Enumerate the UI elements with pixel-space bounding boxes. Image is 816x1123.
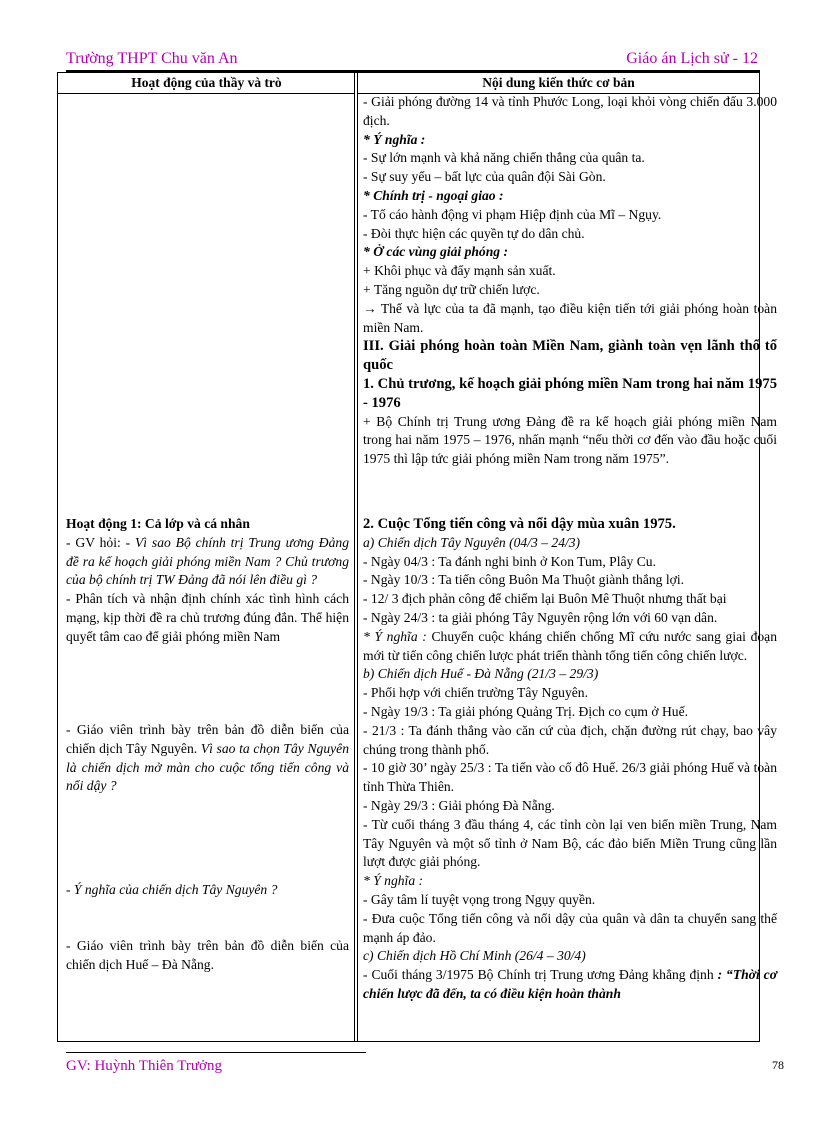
campaign-heading-hue: b) Chiến dịch Huế - Đà Nẵng (21/3 – 29/3) — [363, 666, 599, 682]
right-content-bottom — [363, 515, 777, 1004]
content-line: + Khôi phục và đẩy mạnh sản xuất. — [363, 263, 556, 279]
content-line: - 21/3 : Ta đánh thắng vào căn cứ của địch, chặn đường rút chạy, bao vây chúng trong thành phố. — [363, 722, 777, 757]
content-line: + Bộ Chính trị Trung ương Đảng đề ra kế hoạch giải phóng miền Nam trong hai năm 1975 – 1976, nhấn mạnh “nếu thời cơ đến vào đầu hoặc cuối 1975 thì lập tức giải phóng miền Nam trong năm 1975”. — [363, 413, 777, 467]
left-block-activity-1 — [66, 515, 349, 647]
content-line: - Ngày 19/3 : Ta giải phóng Quảng Trị. Địch co cụm ở Huế. — [363, 703, 689, 719]
content-line: - Đòi thực hiện các quyền tự do dân chủ. — [363, 225, 585, 241]
page-number: 78 — [772, 1058, 784, 1072]
content-line: - Ngày 04/3 : Ta đánh nghi binh ở Kon Tum, Plây Cu. — [363, 553, 656, 569]
question-text: - Vì sao Bộ chính trị Trung ương Đảng đề ra kế hoạch giải phóng miền Nam ? Chủ trương của bộ chính trị TW Đảng đã nói lên điều gì ? — [66, 534, 349, 588]
meaning-text: Chuyển cuộc kháng chiến chống Mĩ cứu nước sang giai đoạn mới từ tiến công chiến lược phát triển thành tổng tiến công chiến lược. — [363, 628, 777, 663]
presentation-question: Vì sao ta chọn Tây Nguyên là chiến dịch mở màn cho cuộc tổng tiến công và nổi dậy ? — [66, 740, 349, 794]
teacher-question — [66, 534, 349, 590]
left-block-significance — [66, 881, 349, 900]
column-divider — [354, 73, 358, 1041]
column-header-content: Nội dung kiến thức cơ bản — [358, 73, 759, 94]
presentation-text: - Giáo viên trình bày trên bản đồ diễn biến của chiến dịch Tây Nguyên. — [66, 722, 349, 756]
significance-question: - Ý nghĩa của chiến dịch Tây Nguyên ? — [66, 882, 278, 897]
teacher-name: GV: Huỳnh Thiên Trưởng — [66, 1058, 222, 1074]
content-line — [363, 966, 777, 1004]
content-line: - Sự suy yếu – bất lực của quân đội Sài Gòn. — [363, 169, 606, 185]
lesson-table — [57, 72, 777, 1042]
page-header — [66, 50, 760, 72]
content-line: - Tố cáo hành động vi phạm Hiệp định của Mĩ – Ngụy. — [363, 206, 662, 222]
left-block-taynguyen — [66, 721, 349, 796]
school-name: Trường THPT Chu văn An — [66, 50, 238, 67]
content-line: - Ngày 29/3 : Giải phóng Đà Nẵng. — [363, 797, 555, 813]
content-line: - 10 giờ 30’ ngày 25/3 : Ta tiến vào cố đô Huế. 26/3 giải phóng Huế và toàn tỉnh Thừa Thiên. — [363, 760, 777, 795]
footer-rule — [66, 1052, 366, 1053]
left-block-hue-danang — [66, 937, 349, 975]
content-line: - Ngày 24/3 : ta giải phóng Tây Nguyên rộng lớn với 60 vạn dân. — [363, 609, 718, 625]
subject-title: Giáo án Lịch sử - 12 — [626, 50, 758, 67]
section-heading-3: III. Giải phóng hoàn toàn Miền Nam, giành toàn vẹn lãnh thổ tổ quốc — [363, 338, 777, 374]
content-line: - Giải phóng đường 14 và tỉnh Phước Long, loại khỏi vòng chiến đấu 3.000 địch. — [363, 94, 777, 128]
campaign-heading-hcm: c) Chiến dịch Hồ Chí Minh (26/4 – 30/4) — [363, 948, 586, 964]
content-heading-politics: * Chính trị - ngoại giao : — [363, 187, 504, 203]
question-prefix: - GV hỏi: — [66, 534, 126, 550]
subsection-heading-1: 1. Chủ trương, kế hoạch giải phóng miền Nam trong hai năm 1975 - 1976 — [363, 375, 777, 411]
content-line — [363, 628, 777, 666]
content-line: - Sự lớn mạnh và khả năng chiến thắng của quân ta. — [363, 150, 645, 166]
content-line: - Từ cuối tháng 3 đầu tháng 4, các tỉnh còn lại ven biển miền Trung, Nam Tây Nguyên và một số tỉnh ở Nam Bộ, các đảo biển Miền Trung cũng lần lượt được giải phóng. — [363, 816, 777, 870]
campaign-heading-taynguyen: a) Chiến dịch Tây Nguyên (04/3 – 24/3) — [363, 534, 581, 550]
content-line: - 12/ 3 địch phản công để chiếm lại Buôn Mê Thuột nhưng thất bại — [363, 591, 727, 607]
hue-danang-presentation: - Giáo viên trình bày trên bản đồ diễn biến của chiến dịch Huế – Đà Nẵng. — [66, 938, 349, 972]
content-line: → Thế và lực của ta đã mạnh, tạo điều kiện tiến tới giải phóng hoàn toàn miền Nam. — [363, 300, 777, 335]
content-line: - Ngày 10/3 : Ta tiến công Buôn Ma Thuột giành thắng lợi. — [363, 572, 684, 588]
hcm-quote: : “Thời cơ chiến lược đã đến, ta có điều kiện hoàn thành — [363, 967, 777, 1001]
content-heading-liberated-areas: * Ở các vùng giải phóng : — [363, 244, 509, 260]
hcm-text: - Cuối tháng 3/1975 Bộ Chính trị Trung ương Đảng khẳng định — [363, 967, 718, 983]
content-line: + Tăng nguồn dự trữ chiến lược. — [363, 281, 540, 297]
content-line: - Gây tâm lí tuyệt vọng trong Ngụy quyền. — [363, 891, 596, 907]
content-line: - Đưa cuộc Tổng tiến công và nổi dậy của quân và dân ta chuyển sang thế mạnh áp đảo. — [363, 910, 777, 945]
right-content-top — [363, 93, 777, 469]
subsection-heading-2: 2. Cuộc Tổng tiến công và nổi dậy mùa xuân 1975. — [363, 516, 676, 532]
meaning-heading: * Ý nghĩa : — [363, 873, 424, 889]
content-heading-meaning: * Ý nghĩa : — [363, 131, 426, 147]
analysis-text: - Phân tích và nhận định chính xác tình hình cách mạng, kịp thời đề ra chủ trương đúng đắn. Thể hiện quyết tâm cao để giải phóng miền Nam — [66, 591, 349, 644]
activity-heading: Hoạt động 1: Cả lớp và cá nhân — [66, 516, 250, 531]
content-line: - Phối hợp với chiến trường Tây Nguyên. — [363, 685, 589, 701]
taynguyen-presentation — [66, 721, 349, 796]
column-header-activities: Hoạt động của thầy và trò — [58, 73, 355, 94]
meaning-label: * Ý nghĩa : — [363, 628, 432, 644]
